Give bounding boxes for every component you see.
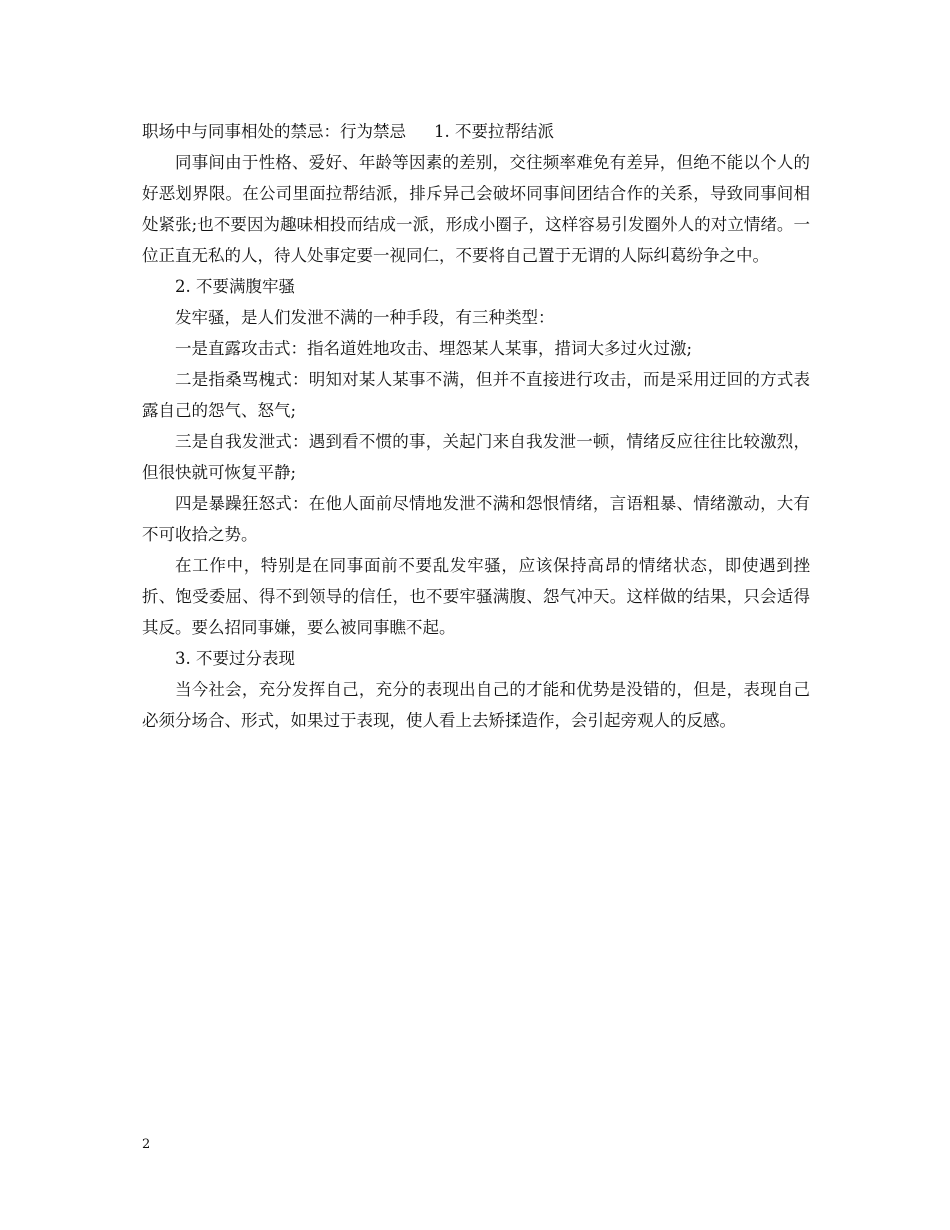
- paragraph-8: 当今社会，充分发挥自己，充分的表现出自己的才能和优势是没错的，但是，表现自己必须分场合、形式，如果过于表现，使人看上去矫揉造作，会引起旁观人的反感。: [142, 680, 810, 730]
- paragraph-4: 二是指桑骂槐式：明知对某人某事不满，但并不直接进行攻击，而是采用迂回的方式表露自己的怨气、怒气;: [142, 370, 810, 420]
- document-title: 职场中与同事相处的禁忌：行为禁忌: [142, 122, 406, 141]
- paragraph-5: 三是自我发泄式：遇到看不惯的事，关起门来自我发泄一顿，情绪反应往往比较激烈，但很快就可恢复平静;: [142, 432, 810, 482]
- section-heading-2: 2. 不要满腹牢骚: [175, 277, 295, 296]
- section-heading-3: 3. 不要过分表现: [175, 649, 295, 668]
- paragraph-3: 一是直露攻击式：指名道姓地攻击、埋怨某人某事，措词大多过火过激;: [175, 339, 693, 358]
- paragraph-2: 发牢骚，是人们发泄不满的一种手段，有三种类型：: [175, 308, 555, 327]
- paragraph-6: 四是暴躁狂怒式：在他人面前尽情地发泄不满和怨恨情绪，言语粗暴、情绪激动，大有不可收拾之势。: [142, 494, 810, 544]
- document-title-line: [142, 116, 810, 147]
- paragraph-7: 在工作中，特别是在同事面前不要乱发牢骚，应该保持高昂的情绪状态，即使遇到挫折、饱受委屈、得不到领导的信任，也不要牢骚满腹、怨气冲天。这样做的结果，只会适得其反。要么招同事嫌，要么被同事瞧不起。: [142, 556, 810, 637]
- document-body: [142, 116, 810, 736]
- paragraph-1: 同事间由于性格、爱好、年龄等因素的差别，交往频率难免有差异，但绝不能以个人的好恶划界限。在公司里面拉帮结派，排斥异己会破坏同事间团结合作的关系，导致同事间相处紧张;也不要因为趣味相投而结成一派，形成小圈子，这样容易引发圈外人的对立情绪。一位正直无私的人，待人处事定要一视同仁，不要将自己置于无谓的人际纠葛纷争之中。: [142, 153, 810, 265]
- page-number: 2: [142, 1137, 151, 1152]
- section-heading-1: 1. 不要拉帮结派: [434, 122, 554, 141]
